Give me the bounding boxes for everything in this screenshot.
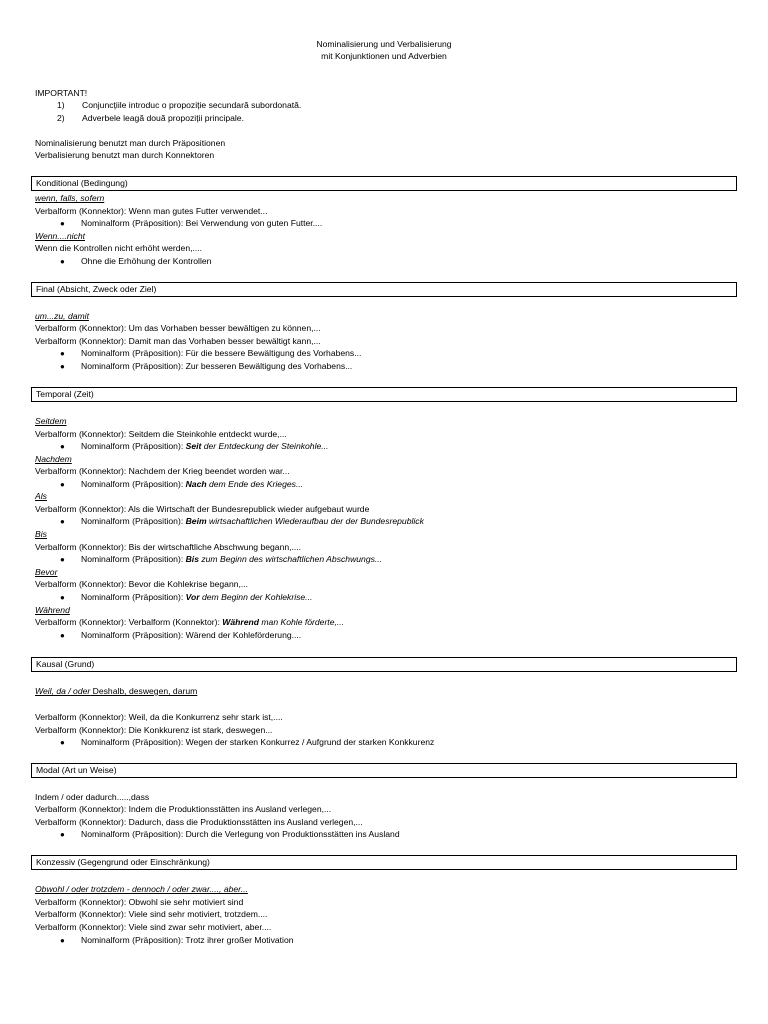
nominalform-item: ● Nominalform (Präposition): Für die bessere Bewältigung des Vorhabens... xyxy=(60,348,362,358)
verbalform-line: Verbalform (Konnektor): Weil, da die Konkurrenz sehr stark ist,.... xyxy=(35,712,283,722)
nominalform-item: ● Nominalform (Präposition): Beim wirtsachaftlichen Wiederaufbau der der Bundesrepublick xyxy=(60,516,424,526)
nominalform-item: ● Nominalform (Präposition): Vor dem Beginn der Kohlekrise... xyxy=(60,592,313,602)
bullet-icon: ● xyxy=(60,593,65,602)
bullet-icon: ● xyxy=(60,517,65,526)
connector-label: Weil, da / oder Deshalb, deswegen, darum xyxy=(35,686,198,696)
document-subtitle: mit Konjunktionen und Adverbien xyxy=(321,51,447,61)
bullet-icon: ● xyxy=(60,362,65,371)
connector-label: Wenn....nicht xyxy=(35,231,85,241)
bullet-icon: ● xyxy=(60,738,65,747)
section-heading-kausal: Kausal (Grund) xyxy=(31,657,737,672)
connector-label: Bevor xyxy=(35,567,58,577)
verbalform-line: Wenn die Kontrollen nicht erhöht werden,.... xyxy=(35,243,203,253)
verbalform-line: Verbalform (Konnektor): Verbalform (Konnektor): Während man Kohle förderte,... xyxy=(35,617,345,627)
connector-label: Nachdem xyxy=(35,454,72,464)
important-item: 2) Adverbele leagă două propoziții principale. xyxy=(57,113,244,123)
connector-label: Bis xyxy=(35,529,47,539)
nominalform-item: ● Nominalform (Präposition): Nach dem Ende des Krieges... xyxy=(60,479,304,489)
important-heading: IMPORTANT! xyxy=(35,88,88,98)
verbalform-line: Verbalform (Konnektor): Damit man das Vorhaben besser bewältigt kann,... xyxy=(35,336,321,346)
intro-line: Verbalisierung benutzt man durch Konnektoren xyxy=(35,150,215,160)
nominalform-item: ● Nominalform (Präposition): Wärend der Kohleförderung.... xyxy=(60,630,302,640)
bullet-icon: ● xyxy=(60,257,65,266)
section-heading-konzessiv: Konzessiv (Gegengrund oder Einschränkung) xyxy=(31,855,737,870)
connector-label: Als xyxy=(35,491,47,501)
verbalform-line: Verbalform (Konnektor): Viele sind zwar sehr motiviert, aber.... xyxy=(35,922,272,932)
verbalform-line: Verbalform (Konnektor): Um das Vorhaben besser bewältigen zu können,... xyxy=(35,323,321,333)
bullet-icon: ● xyxy=(60,631,65,640)
bullet-icon: ● xyxy=(60,480,65,489)
bullet-icon: ● xyxy=(60,555,65,564)
verbalform-line: Verbalform (Konnektor): Viele sind sehr motiviert, trotzdem.... xyxy=(35,909,268,919)
nominalform-item: ● Nominalform (Präposition): Bis zum Beginn des wirtschaftlichen Abschwungs... xyxy=(60,554,383,564)
verbalform-line: Verbalform (Konnektor): Nachdem der Krieg beendet worden war... xyxy=(35,466,290,476)
document-title: Nominalisierung und Verbalisierung xyxy=(316,39,452,49)
nominalform-item: ● Nominalform (Präposition): Seit der Entdeckung der Steinkohle... xyxy=(60,441,329,451)
nominalform-item: ● Nominalform (Präposition): Trotz ihrer großer Motivation xyxy=(60,935,294,945)
verbalform-line: Verbalform (Konnektor): Als die Wirtschaft der Bundesrepublick wieder aufgebaut wurde xyxy=(35,504,370,514)
bullet-icon: ● xyxy=(60,442,65,451)
verbalform-line: Verbalform (Konnektor): Indem die Produktionsstätten ins Ausland verlegen,... xyxy=(35,804,332,814)
nominalform-item: ● Ohne die Erhöhung der Kontrollen xyxy=(60,256,212,266)
nominalform-item: ● Nominalform (Präposition): Durch die Verlegung von Produktionsstätten ins Ausland xyxy=(60,829,400,839)
connector-label: Indem / oder dadurch.....,dass xyxy=(35,792,150,802)
nominalform-item: ● Nominalform (Präposition): Bei Verwendung von guten Futter.... xyxy=(60,218,323,228)
verbalform-line: Verbalform (Konnektor): Wenn man gutes Futter verwendet... xyxy=(35,206,268,216)
connector-label: Während xyxy=(35,605,70,615)
section-heading-modal: Modal (Art un Weise) xyxy=(31,763,737,778)
nominalform-item: ● Nominalform (Präposition): Wegen der starken Konkurrez / Aufgrund der starken Konkkurenz xyxy=(60,737,435,747)
bullet-icon: ● xyxy=(60,349,65,358)
bullet-icon: ● xyxy=(60,830,65,839)
connector-label: um...zu, damit xyxy=(35,311,89,321)
bullet-icon: ● xyxy=(60,219,65,228)
intro-line: Nominalisierung benutzt man durch Präpositionen xyxy=(35,138,226,148)
section-heading-final: Final (Absicht, Zweck oder Ziel) xyxy=(31,282,737,297)
nominalform-item: ● Nominalform (Präposition): Zur besseren Bewältigung des Vorhabens... xyxy=(60,361,353,371)
verbalform-line: Verbalform (Konnektor): Bis der wirtschaftliche Abschwung begann,.... xyxy=(35,542,302,552)
connector-label: wenn, falls, sofern xyxy=(35,193,105,203)
section-heading-temporal: Temporal (Zeit) xyxy=(31,387,737,402)
section-heading-konditional: Konditional (Bedingung) xyxy=(31,176,737,191)
verbalform-line: Verbalform (Konnektor): Seitdem die Steinkohle entdeckt wurde,... xyxy=(35,429,287,439)
verbalform-line: Verbalform (Konnektor): Die Konkkurenz ist stark, deswegen... xyxy=(35,725,273,735)
verbalform-line: Verbalform (Konnektor): Bevor die Kohlekrise begann,... xyxy=(35,579,249,589)
important-item: 1) Conjuncțiile introduc o propoziție secundară subordonată. xyxy=(57,100,302,110)
verbalform-line: Verbalform (Konnektor): Obwohl sie sehr motiviert sind xyxy=(35,897,244,907)
connector-label: Obwohl / oder trotzdem - dennoch / oder zwar...., aber... xyxy=(35,884,248,894)
connector-label: Seitdem xyxy=(35,416,67,426)
verbalform-line: Verbalform (Konnektor): Dadurch, dass die Produktionsstätten ins Ausland verlegen,... xyxy=(35,817,363,827)
bullet-icon: ● xyxy=(60,936,65,945)
